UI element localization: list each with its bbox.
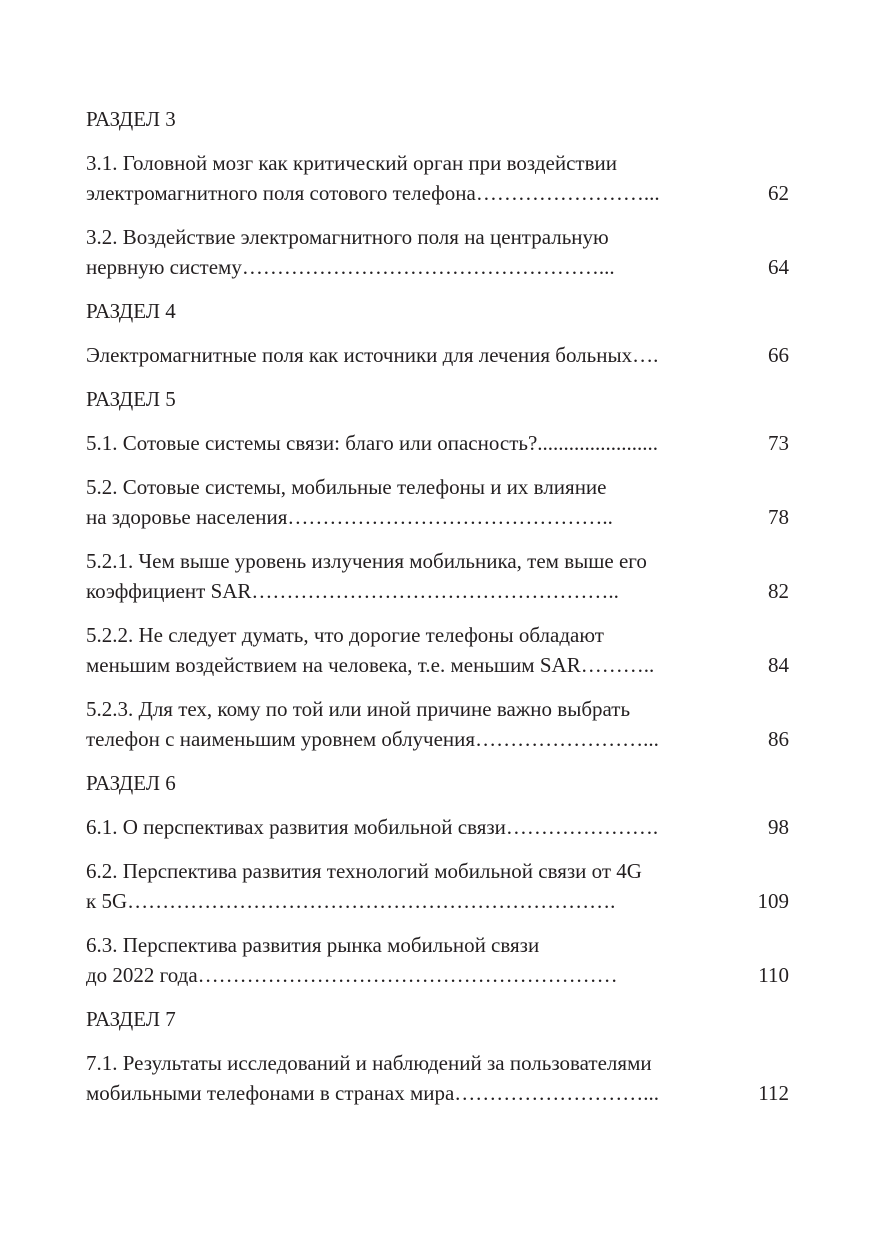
section-heading-text: РАЗДЕЛ 3 bbox=[86, 107, 176, 131]
section-heading-text: РАЗДЕЛ 5 bbox=[86, 387, 176, 411]
toc-entry-line bbox=[86, 576, 789, 606]
toc-entry-title: 5.1. Сотовые системы связи: благо или опасность?....................... bbox=[86, 431, 659, 455]
toc-entry bbox=[86, 148, 789, 208]
section-heading-text: РАЗДЕЛ 7 bbox=[86, 1007, 176, 1031]
toc-entry bbox=[86, 546, 789, 606]
section-heading bbox=[86, 768, 789, 798]
toc-page-number: 110 bbox=[758, 963, 789, 987]
section-heading bbox=[86, 104, 789, 134]
toc-entry-title: до 2022 года…………………………………………………… bbox=[86, 963, 618, 987]
toc-entry bbox=[86, 694, 789, 754]
toc-entry-title: коэффициент SAR…………………………………………….. bbox=[86, 579, 619, 603]
toc-entry bbox=[86, 812, 789, 842]
toc-entry bbox=[86, 472, 789, 532]
toc-entry bbox=[86, 222, 789, 282]
toc-entry bbox=[86, 428, 789, 458]
toc-entry-title: 3.2. Воздействие электромагнитного поля на центральную bbox=[86, 225, 609, 249]
toc-entry-line bbox=[86, 546, 789, 576]
toc-page-number: 62 bbox=[768, 181, 789, 205]
toc-entry-line bbox=[86, 620, 789, 650]
toc-entry-title: 5.2.1. Чем выше уровень излучения мобильника, тем выше его bbox=[86, 549, 647, 573]
toc-entry bbox=[86, 856, 789, 916]
toc-entry-title: мобильными телефонами в странах мира………………………... bbox=[86, 1081, 660, 1105]
toc-page-number: 84 bbox=[768, 653, 789, 677]
toc-entry-title: нервную систему……………………………………………... bbox=[86, 255, 615, 279]
toc-entry-title: меньшим воздействием на человека, т.е. меньшим SAR……….. bbox=[86, 653, 655, 677]
toc-entry-line bbox=[86, 930, 789, 960]
toc-entry-title: телефон с наименьшим уровнем облучения……………………... bbox=[86, 727, 659, 751]
toc-entry-line bbox=[86, 472, 789, 502]
toc-entry-line bbox=[86, 694, 789, 724]
section-heading-text: РАЗДЕЛ 4 bbox=[86, 299, 176, 323]
toc-page-number: 109 bbox=[757, 889, 789, 913]
toc-page-number: 73 bbox=[768, 431, 789, 455]
toc-entry-title: 6.2. Перспектива развития технологий мобильной связи от 4G bbox=[86, 859, 642, 883]
toc-entry-line bbox=[86, 222, 789, 252]
toc-entry-title: электромагнитного поля сотового телефона……………………... bbox=[86, 181, 660, 205]
toc-entry-line bbox=[86, 1048, 789, 1078]
toc-entry-title: 5.2. Сотовые системы, мобильные телефоны и их влияние bbox=[86, 475, 607, 499]
toc-page-number: 86 bbox=[768, 727, 789, 751]
section-heading bbox=[86, 1004, 789, 1034]
toc-page-number: 112 bbox=[758, 1081, 789, 1105]
toc-entry-line bbox=[86, 428, 789, 458]
toc-entry-line bbox=[86, 724, 789, 754]
toc-entry-title: 5.2.3. Для тех, кому по той или иной причине важно выбрать bbox=[86, 697, 631, 721]
toc-page-number: 64 bbox=[768, 255, 789, 279]
toc-entry-line bbox=[86, 960, 789, 990]
toc-entry-line bbox=[86, 886, 789, 916]
toc-entry-title: 7.1. Результаты исследований и наблюдений за пользователями bbox=[86, 1051, 652, 1075]
table-of-contents bbox=[86, 104, 789, 1122]
toc-entry-line bbox=[86, 148, 789, 178]
toc-entry-line bbox=[86, 252, 789, 282]
toc-entry-line bbox=[86, 856, 789, 886]
toc-entry-title: 5.2.2. Не следует думать, что дорогие телефоны обладают bbox=[86, 623, 604, 647]
toc-entry-line bbox=[86, 178, 789, 208]
toc-entry-line bbox=[86, 1078, 789, 1108]
toc-entry bbox=[86, 620, 789, 680]
toc-entry-title: Электромагнитные поля как источники для лечения больных…. bbox=[86, 343, 659, 367]
section-heading bbox=[86, 384, 789, 414]
toc-page-number: 78 bbox=[768, 505, 789, 529]
toc-entry-line bbox=[86, 340, 789, 370]
section-heading bbox=[86, 296, 789, 326]
toc-page-number: 82 bbox=[768, 579, 789, 603]
toc-entry bbox=[86, 930, 789, 990]
toc-entry bbox=[86, 340, 789, 370]
toc-entry bbox=[86, 1048, 789, 1108]
toc-page-number: 66 bbox=[768, 343, 789, 367]
toc-entry-title: 6.3. Перспектива развития рынка мобильной связи bbox=[86, 933, 540, 957]
toc-entry-line bbox=[86, 502, 789, 532]
toc-entry-title: 3.1. Головной мозг как критический орган при воздействии bbox=[86, 151, 617, 175]
toc-entry-title: на здоровье населения……………………………………….. bbox=[86, 505, 613, 529]
toc-entry-title: к 5G……………………………………………………………. bbox=[86, 889, 616, 913]
toc-page-number: 98 bbox=[768, 815, 789, 839]
toc-entry-title: 6.1. О перспективах развития мобильной связи…………………. bbox=[86, 815, 659, 839]
section-heading-text: РАЗДЕЛ 6 bbox=[86, 771, 176, 795]
toc-entry-line bbox=[86, 650, 789, 680]
toc-entry-line bbox=[86, 812, 789, 842]
